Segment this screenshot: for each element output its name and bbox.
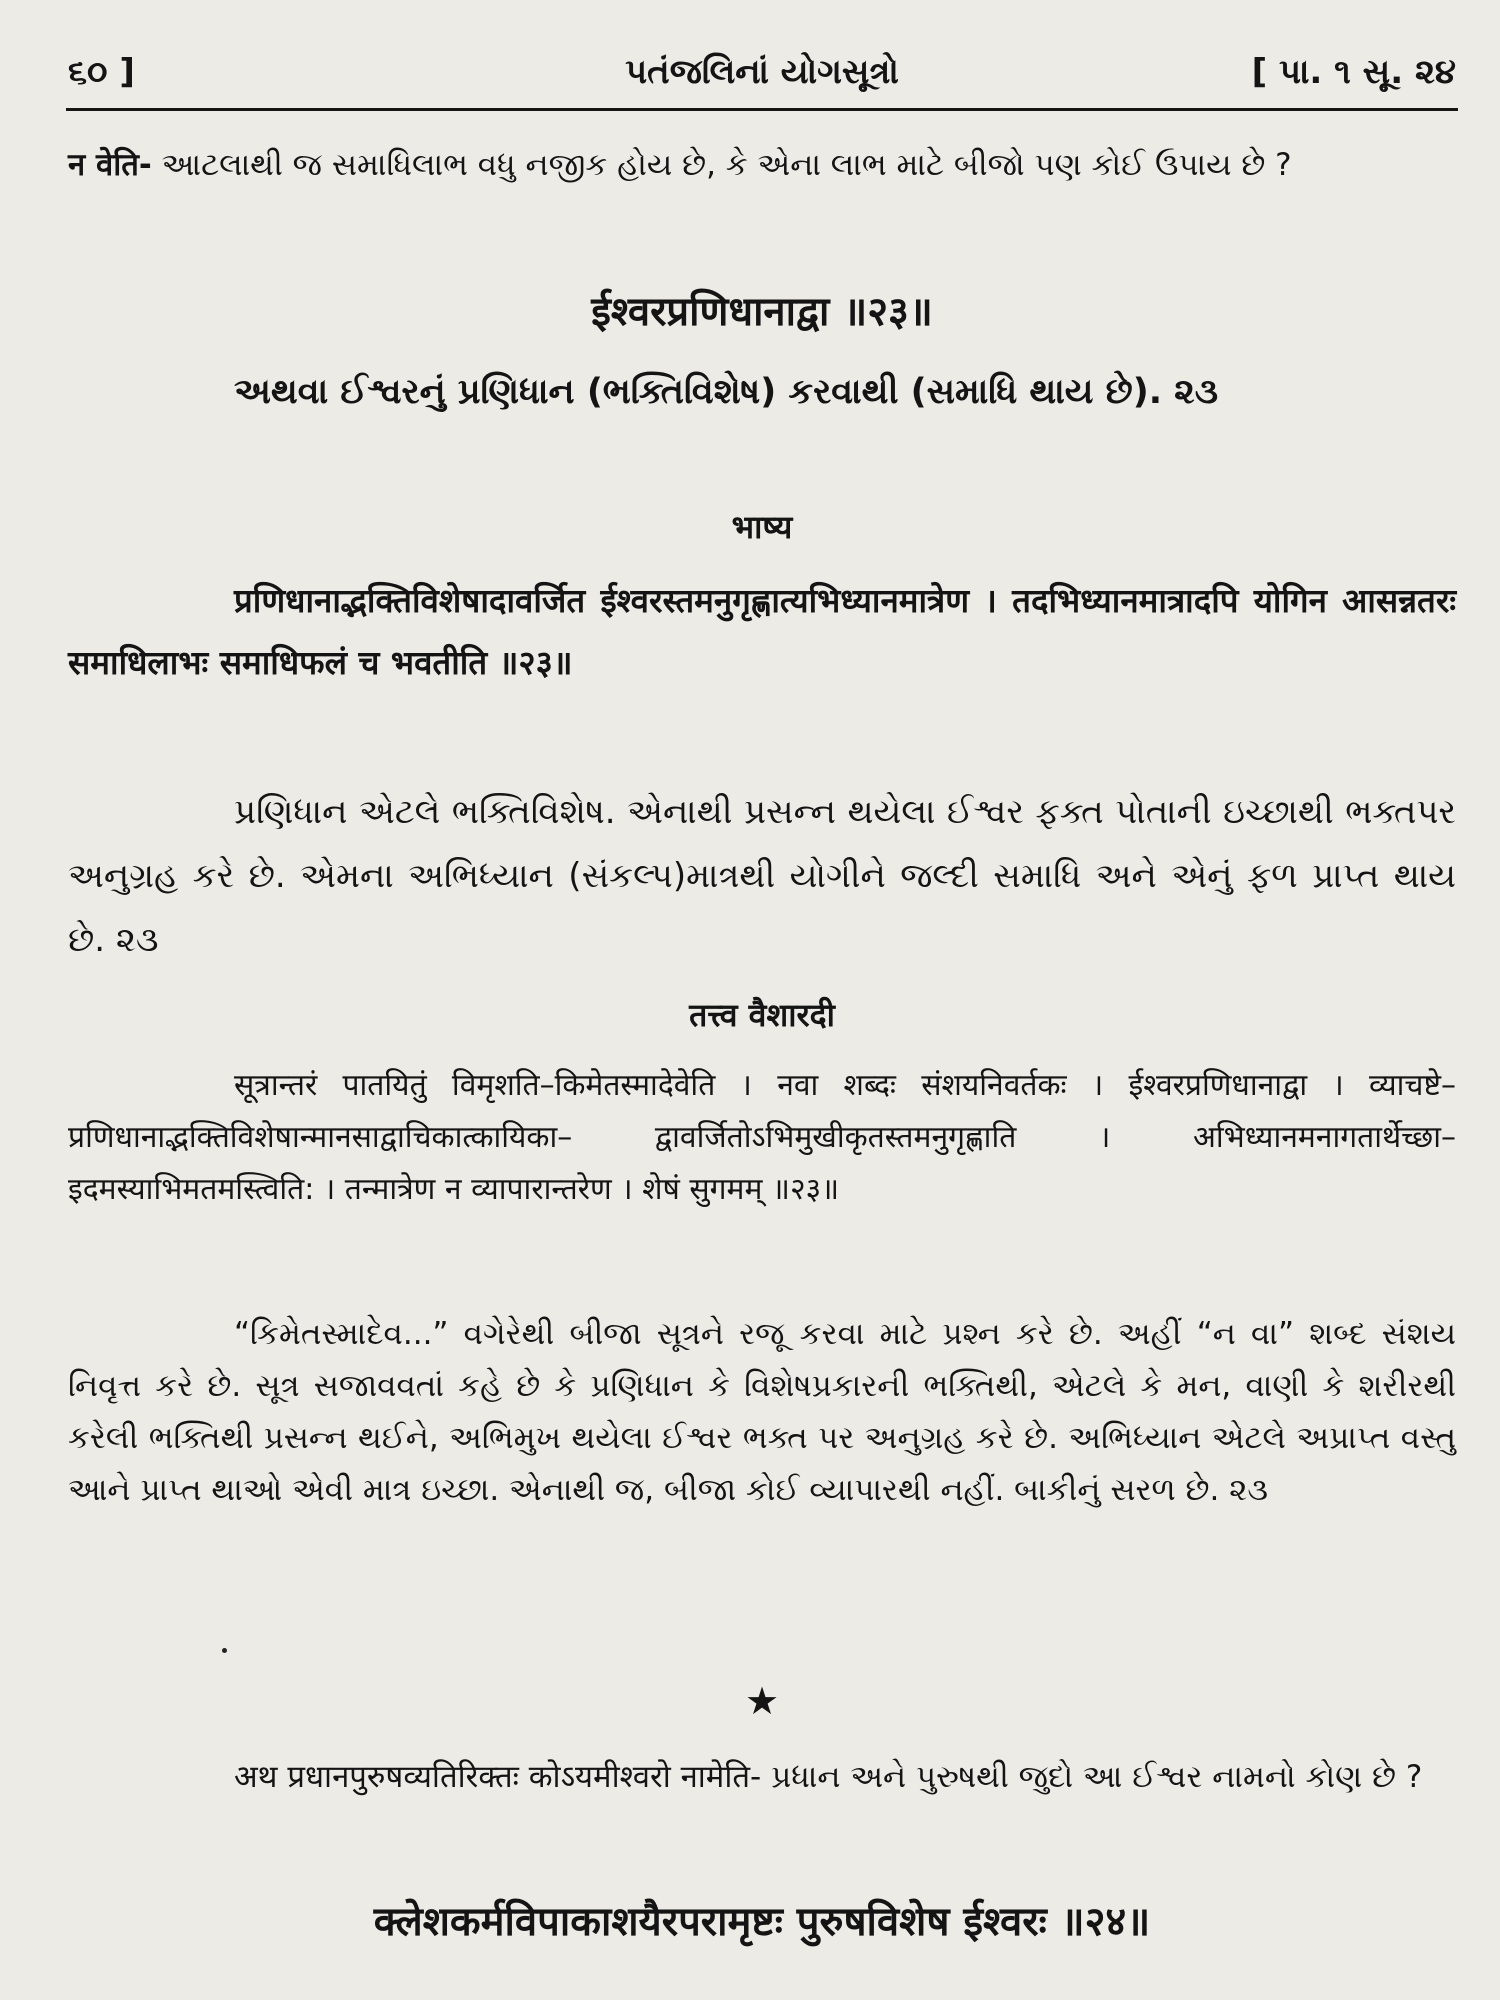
question-23-gujarati: આટલાથી જ સમાધિલાભ વધુ નજીક હોય છે, કે એના લાભ માટે બીજો પણ કોઈ ઉપાય છે ? (151, 147, 1292, 183)
question-23-sanskrit: न वेति- (68, 147, 152, 183)
stray-dot (222, 1648, 227, 1653)
tattva-sanskrit-text: सूत्रान्तरं पातयितुं विमृशति–किमेतस्मादेवेति । नवा शब्दः संशयनिवर्तकः । ईश्वरप्रणिधानाद्वा । व्याचष्टे–प्रणिधानाद्भक्तिविशेषान्मानसाद्वाचिकात्कायिका– द्वावर्जितोऽभिमुखीकृतस्तमनुगृह्णाति । अभिध्यानमनागतार्थेच्छा–इदमस्याभिमतमस्त्विति: । तन्मात्रेण न व्यापारान्तरेण । शेषं सुगमम् ॥२३॥ (68, 1068, 1456, 1207)
question-24-sanskrit: अथ प्रधानपुरुषव्यतिरिक्तः कोऽयमीश्वरो नामेति- (234, 1759, 762, 1795)
bhashya-sanskrit-text: प्रणिधानाद्भक्तिविशेषादावर्जित ईश्वरस्तमनुगृह्णात्यभिध्यानमात्रेण । तदभिध्यानमात्रादपि योगिन आसन्नतरः समाधिलाभः समाधिफलं च भवतीति ॥२३॥ (68, 581, 1456, 682)
sutra-23-text: ईश्वरप्रणिधानाद्वा ॥२३॥ (591, 289, 933, 335)
bhashya-sanskrit (68, 570, 1456, 694)
star-icon: ★ (744, 1679, 780, 1723)
question-24-gujarati: પ્રધાન અને પુરુષથી જુદો આ ઈશ્વર નામનો કોણ છે ? (761, 1759, 1423, 1795)
page-number: ૬૦ ] (68, 52, 135, 92)
tattva-gujarati (68, 1308, 1456, 1516)
section-reference: [ પા. ૧ સૂ. ૨૪ (1251, 52, 1456, 92)
page-header (68, 40, 1456, 100)
bhashya-heading-text: भाष्य (731, 508, 793, 546)
sutra-23-translation (68, 360, 1456, 424)
tattva-sanskrit (68, 1060, 1456, 1216)
sutra-24-text: क्लेशकर्मविपाकाशयैरपरामृष्टः पुरुषविशेष ईश्वरः ॥२४॥ (373, 1899, 1151, 1945)
sutra-23 (68, 282, 1456, 342)
header-rule (66, 108, 1458, 111)
bhashya-heading (68, 502, 1456, 552)
sutra-24 (68, 1892, 1456, 1952)
question-24 (68, 1752, 1456, 1802)
tattva-gujarati-text: “કિમેતસ્માદેવ...” વગેરેથી બીજા સૂત્રને રજૂ કરવા માટે પ્રશ્ન કરે છે. અહીં “ન વા” શબ્દ સંશય નિવૃત્ત કરે છે. સૂત્ર સજાવવતાં કહે છે કે પ્રણિધાન કે વિશેષપ્રકારની ભક્તિથી, એટલે કે મન, વાણી કે શરીરથી કરેલી ભક્તિથી પ્રસન્ન થઈને, અભિમુખ થયેલા ઈશ્વર ભક્ત પર અનુગ્રહ કરે છે. અભિધ્યાન એટલે અપ્રાપ્ત વસ્તુ આને પ્રાપ્ત થાઓ એવી માત્ર ઇચ્છા. એનાથી જ, બીજા કોઈ વ્યાપારથી નહીં. બાકીનું સરળ છે. ૨૩ (68, 1316, 1456, 1508)
tattva-heading-text: तत्त्व वैशारदी (689, 996, 835, 1034)
bhashya-gujarati-text: પ્રણિધાન એટલે ભક્તિવિશેષ. એનાથી પ્રસન્ન થયેલા ઈશ્વર ફક્ત પોતાની ઇચ્છાથી ભક્તપર અનુગ્રહ કરે છે. એમના અભિધ્યાન (સંકલ્પ)માત્રથી યોગીને જલ્દી સમાધિ અને એનું ફળ પ્રાપ્ત થાય છે. ૨૩ (68, 792, 1456, 960)
tattva-heading (68, 990, 1456, 1040)
question-23 (68, 140, 1456, 190)
bhashya-gujarati (68, 780, 1456, 972)
book-title: પતંજલિનાં યોગસૂત્રો (625, 52, 899, 92)
separator (68, 1676, 1456, 1726)
sutra-23-translation-text: અથવા ઈશ્વરનું પ્રણિધાન (ભક્તિવિશેષ) કરવાથી (સમાધિ થાય છે). ૨૩ (234, 372, 1219, 412)
